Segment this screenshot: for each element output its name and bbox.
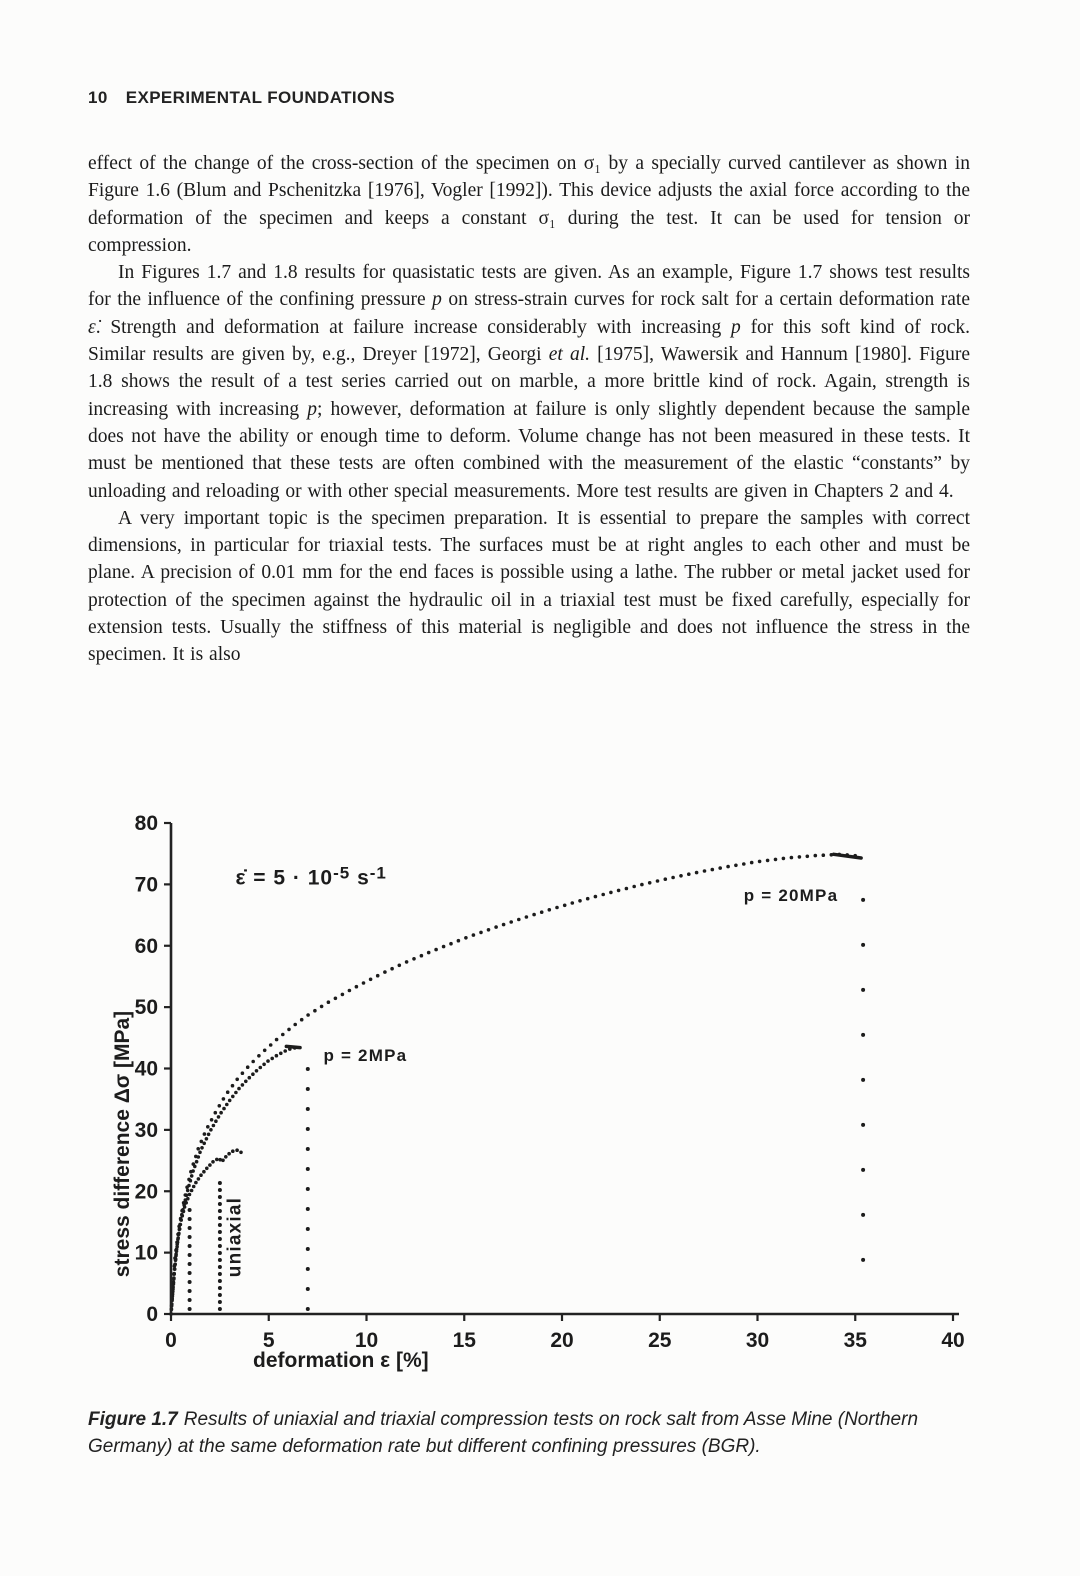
svg-text:60: 60	[134, 934, 158, 958]
figure-caption	[88, 1406, 980, 1460]
figure-caption-label: Figure 1.7	[88, 1409, 178, 1430]
body-text	[88, 150, 970, 669]
svg-text:10: 10	[134, 1241, 158, 1265]
chart-axes	[135, 812, 965, 1352]
svg-text:80: 80	[134, 812, 158, 835]
svg-text:25: 25	[648, 1329, 672, 1352]
svg-text:0: 0	[146, 1303, 158, 1326]
page-number: 10	[88, 88, 108, 107]
figure-caption-text: Results of uniaxial and triaxial compression tests on rock salt from Asse Mine (Northern Germany) at the same deformation rate but different confining pressures (BGR).	[88, 1409, 919, 1457]
svg-text:70: 70	[134, 873, 158, 897]
svg-text:50: 50	[134, 996, 158, 1020]
peak-dashes	[286, 854, 861, 1047]
paragraph: A very important topic is the specimen preparation. It is essential to prepare the samples with correct dimensions, in particular for triaxial tests. The surfaces must be at right angles to each other and must be plane. A precision of 0.01 mm for the end faces is possible using a lathe. The rubber or metal jacket used for protection of the specimen against the hydraulic oil in a triaxial test must be fixed carefully, especially for extension tests. Usually the stiffness of this material is negligible and does not influence the stress in the specimen. It is also	[88, 507, 970, 666]
svg-text:10: 10	[354, 1329, 379, 1352]
svg-text:30: 30	[745, 1329, 770, 1352]
stress-strain-chart	[103, 803, 983, 1378]
series-label: p = 2MPa	[323, 1046, 408, 1066]
running-title: EXPERIMENTAL FOUNDATIONS	[125, 88, 396, 107]
paragraph: In Figures 1.7 and 1.8 results for quasistatic tests are given. As an example, Figure 1.7 shows test results for the influence of the confining pressure p on stress-strain curves for rock salt for a certain deformation rate ε̇. Strength and deformation at failure increase considerably with increasing p for this soft kind of rock. Similar results are given by, e.g., Dreyer [1972], Georgi et al. [1975], Wawersik and Hannum [1980]. Figure 1.8 shows the result of a test series carried out on marble, a more brittle kind of rock. Again, strength is increasing with increasing p; however, deformation at failure is only slightly dependent because the sample does not have the ability or enough time to deform. Volume change has not been measured in these tests. It must be mentioned that these tests are often combined with the measurement of the elastic “constants” by unloading and reloading or with other special measurements. More test results are given in Chapters 2 and 4.	[88, 262, 970, 502]
svg-text:40: 40	[134, 1057, 158, 1081]
x-axis-label: deformation ε [%]	[253, 1349, 429, 1372]
series-label: uniaxial	[224, 1196, 246, 1278]
svg-text:40: 40	[941, 1329, 965, 1352]
figure-1-7	[88, 803, 980, 1460]
svg-text:0: 0	[165, 1329, 177, 1352]
paragraph: effect of the change of the cross-section of the specimen on σ₁ by a specially curved cantilever as shown in Figure 1.6 (Blum and Pschenitzka [1976], Vogler [1992]). This device adjusts the axial force according to the deformation of the specimen and keeps a constant σ₁ during the test. It can be used for tension or compression.	[88, 153, 970, 256]
svg-text:30: 30	[134, 1118, 158, 1142]
series-p-20-mpa	[169, 853, 857, 1316]
svg-text:15: 15	[452, 1329, 476, 1352]
svg-text:20: 20	[134, 1180, 158, 1204]
failure-lines	[188, 898, 866, 1311]
y-axis-label: stress difference Δσ [MPa]	[111, 1010, 134, 1278]
svg-text:35: 35	[843, 1329, 867, 1352]
svg-text:5: 5	[262, 1329, 275, 1352]
page-header	[88, 88, 395, 108]
series-label: p = 20MPa	[743, 885, 839, 905]
strain-rate-annotation: ε̇ = $5 \cdot 10^{-5}$ $s^{-1}$	[235, 863, 387, 890]
svg-text:20: 20	[550, 1329, 574, 1352]
